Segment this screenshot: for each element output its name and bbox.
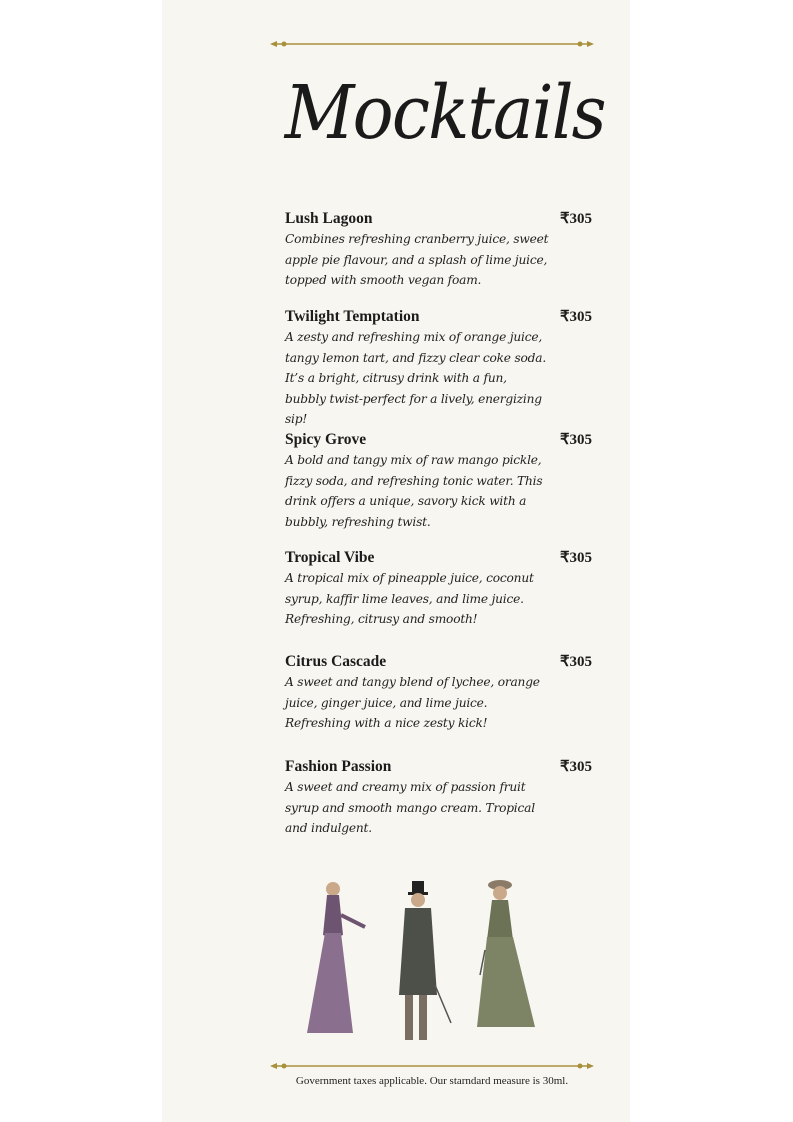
menu-item <box>285 307 595 430</box>
menu-item <box>285 430 595 532</box>
gentleman-in-top-hat-figure <box>399 881 451 1040</box>
item-name: Twilight Temptation <box>285 308 420 325</box>
item-price: ₹305 <box>559 211 592 227</box>
item-name: Fashion Passion <box>285 758 392 775</box>
lady-in-green-figure <box>477 880 535 1027</box>
victorian-figures-illustration <box>295 875 565 1050</box>
menu-item <box>285 757 595 839</box>
item-description: A zesty and refreshing mix of orange juice, tangy lemon tart, and fizzy clear coke soda. It’s a bright, citrusy drink with a fun, bubbly twist-perfect for a lively, energizing sip! <box>285 330 547 426</box>
item-price: ₹305 <box>559 309 592 325</box>
item-name: Lush Lagoon <box>285 210 373 227</box>
item-description: Combines refreshing cranberry juice, sweet apple pie flavour, and a splash of lime juice, topped with smooth vegan foam. <box>285 232 549 287</box>
item-description: A bold and tangy mix of raw mango pickle, fizzy soda, and refreshing tonic water. This drink offers a unique, savory kick with a bubbly, refreshing twist. <box>285 453 543 529</box>
bottom-divider <box>270 1061 594 1071</box>
menu-item <box>285 209 595 291</box>
item-price: ₹305 <box>559 654 592 670</box>
item-name: Tropical Vibe <box>285 549 375 566</box>
top-divider <box>270 39 594 49</box>
menu-title: Mocktails <box>284 70 605 156</box>
item-description: A sweet and creamy mix of passion fruit syrup and smooth mango cream. Tropical and indulgent. <box>285 780 535 835</box>
item-price: ₹305 <box>559 759 592 775</box>
menu-item <box>285 652 595 734</box>
item-description: A sweet and tangy blend of lychee, orange juice, ginger juice, and lime juice. Refreshing with a nice zesty kick! <box>285 675 540 730</box>
item-price: ₹305 <box>559 550 592 566</box>
menu-item <box>285 548 595 630</box>
item-description: A tropical mix of pineapple juice, coconut syrup, kaffir lime leaves, and lime juice. Refreshing, citrusy and smooth! <box>285 571 534 626</box>
footer-note: Government taxes applicable. Our starndard measure is 30ml. <box>295 1075 569 1087</box>
item-name: Spicy Grove <box>285 431 367 448</box>
lady-in-purple-figure <box>307 882 365 1033</box>
item-price: ₹305 <box>559 432 592 448</box>
item-name: Citrus Cascade <box>285 653 387 670</box>
